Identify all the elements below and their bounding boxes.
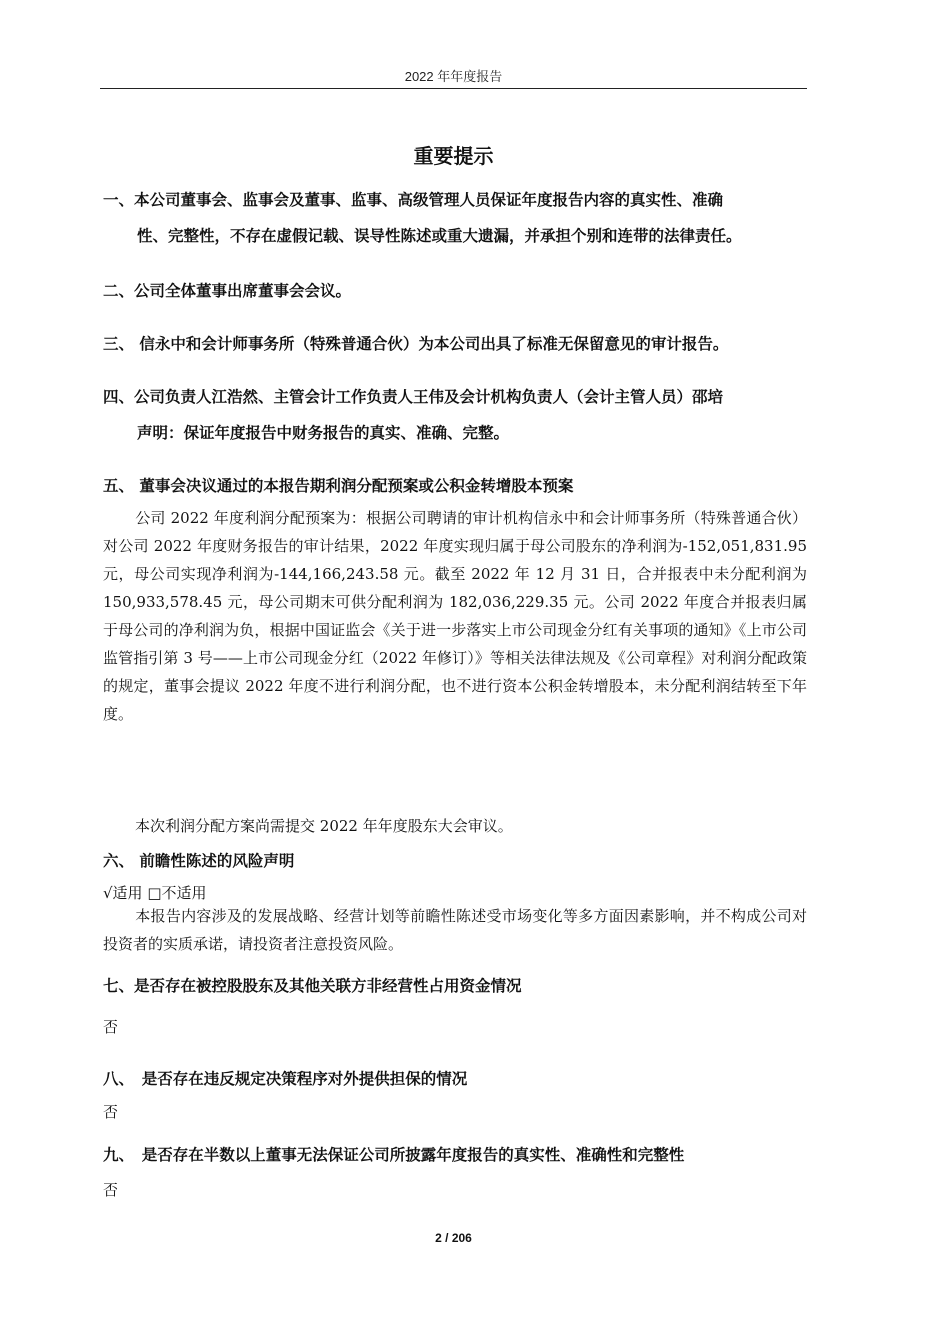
item-one-line2 [103,224,815,248]
item-five-body [103,504,807,728]
item-nine-heading: 九、 是否存在半数以上董事无法保证公司所披露年度报告的真实性、准确性和完整性 [103,1146,685,1164]
item-six-body [103,902,807,958]
page-title: 重要提示 [413,144,494,168]
item-two: 二、公司全体董事出席董事会会议。 [103,282,352,300]
item-nine-answer: 否 [103,1181,119,1199]
item-one-line1: 一、本公司董事会、监事会及董事、监事、高级管理人员保证年度报告内容的真实性、准确 [103,191,724,209]
item-four-line1: 四、公司负责人江浩然、主管会计工作负责人王伟及会计机构负责人（会计主管人员）邵培 [103,388,724,406]
item-one-cont: 性、完整性，不存在虚假记载、误导性陈述或重大遗漏，并承担个别和连带的法律责任。 [137,227,742,245]
header-rule [100,88,807,89]
item-seven-answer: 否 [103,1018,119,1036]
page-header: 2022 年年度报告 [404,69,503,84]
item-five-heading: 五、 董事会决议通过的本报告期利润分配预案或公积金转增股本预案 [103,477,574,495]
item-six-option: √适用 □不适用 [103,884,207,902]
item-four-line2 [103,421,815,445]
item-eight-answer: 否 [103,1103,119,1121]
item-six-body-text: 本报告内容涉及的发展战略、经营计划等前瞻性陈述受市场变化等多方面因素影响，并不构成公司对投资者的实质承诺，请投资者注意投资风险。 [103,907,807,953]
item-three: 三、 信永中和会计师事务所（特殊普通合伙）为本公司出具了标准无保留意见的审计报告。 [103,335,729,353]
page-number: 2 / 206 [435,1231,472,1245]
item-five-body-text: 公司 2022 年度利润分配预案为：根据公司聘请的审计机构信永中和会计师事务所（特殊普通合伙）对公司 2022 年度财务报告的审计结果，2022 年度实现归属于母公司股东的净利润为-152,051,831.95 元，母公司实现净利润为-144,166,243.58 元。截至 2022 年 12 月 31 日，合并报表中未分配利润为 150,933,578.45 元，母公司期末可供分配利润为 182,036,229.35 元。公司 2022 年度合并报表归属于母公司的净利润为负，根据中国证监会《关于进一步落实上市公司现金分红有关事项的通知》《上市公司监管指引第 3 号——上市公司现金分红（2022 年修订）》等相关法律法规及《公司章程》对利润分配政策的规定，董事会提议 2022 年度不进行利润分配，也不进行资本公积金转增股本，未分配利润结转至下年度。 [103,509,807,723]
item-five-body2-text: 本次利润分配方案尚需提交 2022 年年度股东大会审议。 [135,817,513,835]
item-seven-heading: 七、是否存在被控股股东及其他关联方非经营性占用资金情况 [103,977,522,995]
item-eight-heading: 八、 是否存在违反规定决策程序对外提供担保的情况 [103,1070,468,1088]
item-five-body2 [103,812,807,840]
item-four-cont: 声明：保证年度报告中财务报告的真实、准确、完整。 [137,424,510,442]
item-six-heading: 六、 前瞻性陈述的风险声明 [103,852,295,870]
